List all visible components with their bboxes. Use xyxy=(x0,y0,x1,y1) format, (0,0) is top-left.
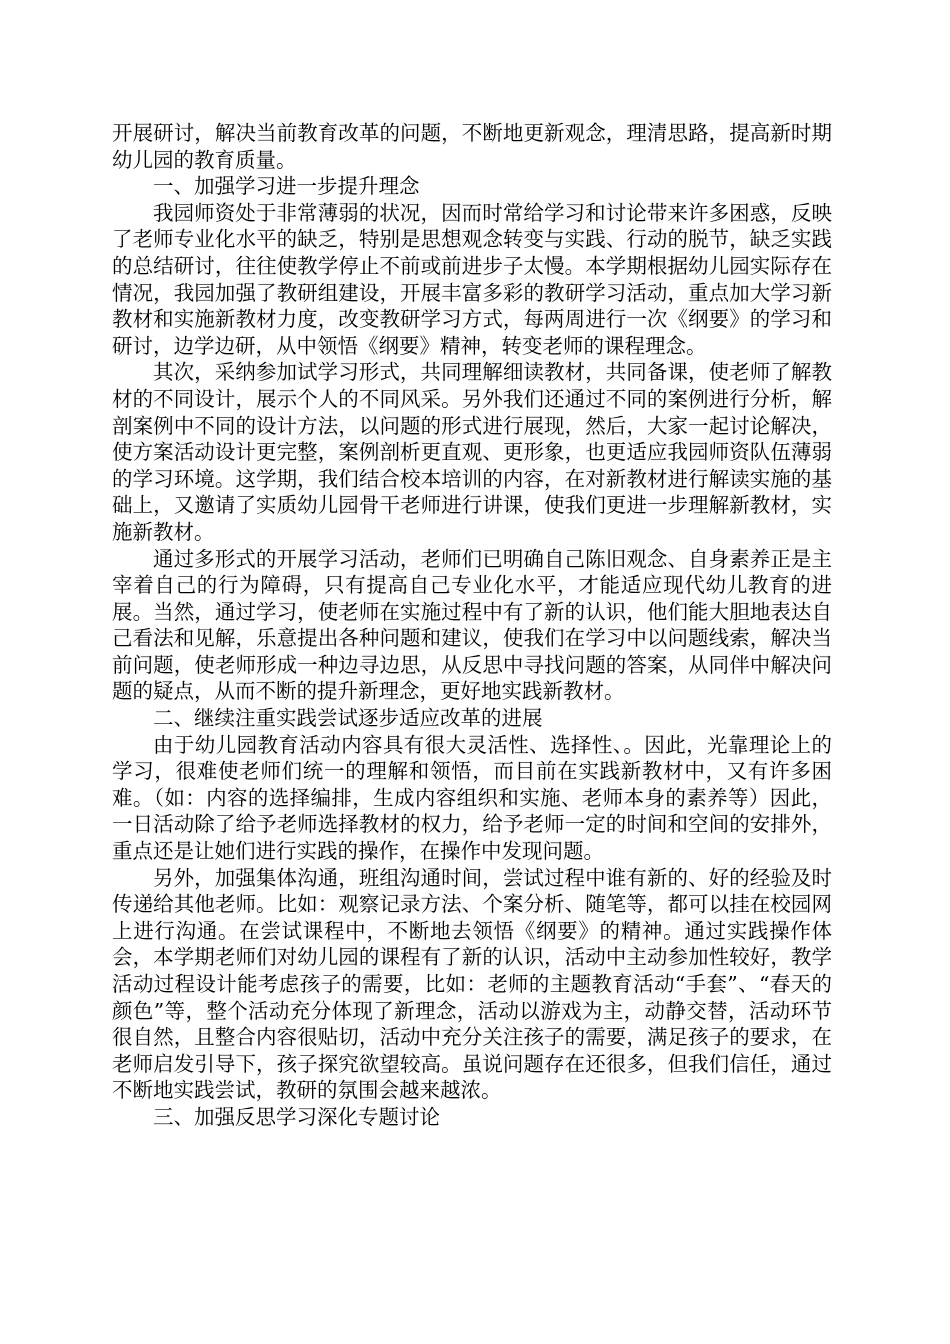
paragraph: 通过多形式的开展学习活动，老师们已明确自己陈旧观念、自身素养正是主宰着自己的行为障碍，只有提高自己专业化水平，才能适应现代幼儿教育的进展。当然，通过学习，使老师在实施过程中有了新的认识，他们能大胆地表达自己看法和见解，乐意提出各种问题和建议，使我们在学习中以问题线索，解决当前问题，使老师形成一种边寻边思，从反思中寻找问题的答案，从同伴中解决问题的疑点，从而不断的提升新理念，更好地实践新教材。 xyxy=(112,546,832,704)
section-heading-3: 三、加强反思学习深化专题讨论 xyxy=(153,1104,440,1129)
paragraph: 由于幼儿园教育活动内容具有很大灵活性、选择性、。因此，光靠理论上的学习，很难使老师们统一的理解和领悟，而目前在实践新教材中，又有许多困难。（如：内容的选择编排，生成内容组织和实施、老师本身的素养等）因此，一日活动除了给予老师选择教材的权力，给予老师一定的时间和空间的安排外，重点还是让她们进行实践的操作，在操作中发现问题。 xyxy=(112,732,832,864)
paragraph: 另外，加强集体沟通，班组沟通时间，尝试过程中谁有新的、好的经验及时传递给其他老师。比如：观察记录方法、个案分析、随笔等，都可以挂在校园网上进行沟通。在尝试课程中，不断地去领悟《纲要》的精神。通过实践操作体会，本学期老师们对幼儿园的课程有了新的认识，活动中主动参加性较好，教学活动过程设计能考虑孩子的需要，比如：老师的主题教育活动“手套”、“春天的颜色”等，整个活动充分体现了新理念，活动以游戏为主，动静交替，活动环节很自然，且整合内容很贴切，活动中充分关注孩子的需要，满足孩子的要求，在老师启发引导下，孩子探究欲望较高。虽说问题存在还很多，但我们信任，通过不断地实践尝试，教研的氛围会越来越浓。 xyxy=(112,865,832,1103)
paragraph-continued: 开展研讨，解决当前教育改革的问题，不断地更新观念，理清思路，提高新时期幼儿园的教育质量。 xyxy=(112,121,832,172)
paragraph: 我园师资处于非常薄弱的状况，因而时常给学习和讨论带来许多困惑，反映了老师专业化水平的缺乏，特别是思想观念转变与实践、行动的脱节，缺乏实践的总结研讨，往往使教学停止不前或前进步子太慢。本学期根据幼儿园实际存在情况，我园加强了教研组建设，开展丰富多彩的教研学习活动，重点加大学习新教材和实施新教材力度，改变教研学习方式，每两周进行一次《纲要》的学习和研讨，边学边研，从中领悟《纲要》精神，转变老师的课程理念。 xyxy=(112,200,832,358)
document-page xyxy=(112,120,832,1131)
paragraph: 其次，采纳参加试学习形式，共同理解细读教材，共同备课，使老师了解教材的不同设计，展示个人的不同风采。另外我们还通过不同的案例进行分析，解剖案例中不同的设计方法，以问题的形式进行展现，然后，大家一起讨论解决，使方案活动设计更完整，案例剖析更直观、更形象，也更适应我园师资队伍薄弱的学习环境。这学期，我们结合校本培训的内容，在对新教材进行解读实施的基础上，又邀请了实质幼儿园骨干老师进行讲课，使我们更进一步理解新教材，实施新教材。 xyxy=(112,360,832,544)
section-heading-2: 二、继续注重实践尝试逐步适应改革的进展 xyxy=(153,706,543,731)
section-heading-1: 一、加强学习进一步提升理念 xyxy=(153,174,420,199)
